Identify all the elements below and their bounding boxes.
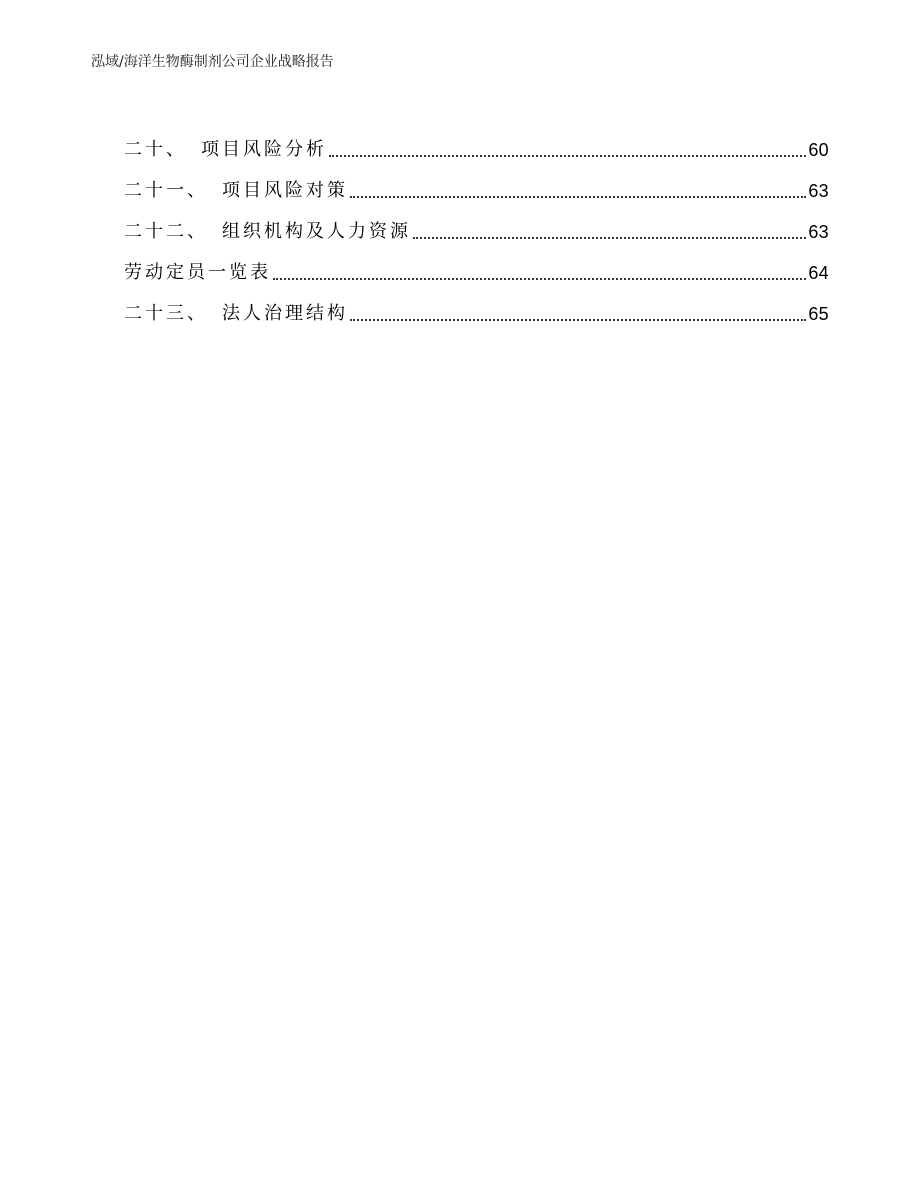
toc-entry-number: 二十二、	[124, 221, 208, 242]
toc-entry-title: 法人治理结构	[222, 303, 348, 324]
toc-entry-title: 组织机构及人力资源	[222, 221, 411, 242]
toc-entry-staffing-table[interactable]	[124, 245, 829, 286]
running-header: 泓域/海洋生物酶制剂公司企业战略报告	[91, 54, 334, 70]
toc-entry-title: 项目风险分析	[201, 139, 327, 160]
toc-entry-page: 64	[808, 263, 829, 283]
table-of-contents	[124, 122, 829, 327]
toc-entry-number: 二十一、	[124, 180, 208, 201]
toc-dot-leader	[350, 196, 806, 198]
toc-entry-number: 二十、	[124, 139, 187, 160]
toc-entry-number: 二十三、	[124, 303, 208, 324]
toc-entry-20[interactable]	[124, 122, 829, 163]
toc-entry-page: 65	[808, 304, 829, 324]
toc-entry-title: 劳动定员一览表	[124, 262, 271, 283]
toc-dot-leader	[413, 237, 806, 239]
toc-entry-title: 项目风险对策	[222, 180, 348, 201]
toc-entry-page: 63	[808, 222, 829, 242]
toc-entry-page: 60	[808, 140, 829, 160]
header-divider	[91, 80, 829, 81]
toc-entry-page: 63	[808, 181, 829, 201]
toc-dot-leader	[350, 319, 806, 321]
toc-entry-23[interactable]	[124, 286, 829, 327]
toc-entry-22[interactable]	[124, 204, 829, 245]
toc-entry-21[interactable]	[124, 163, 829, 204]
toc-dot-leader	[273, 278, 806, 280]
toc-dot-leader	[329, 155, 806, 157]
